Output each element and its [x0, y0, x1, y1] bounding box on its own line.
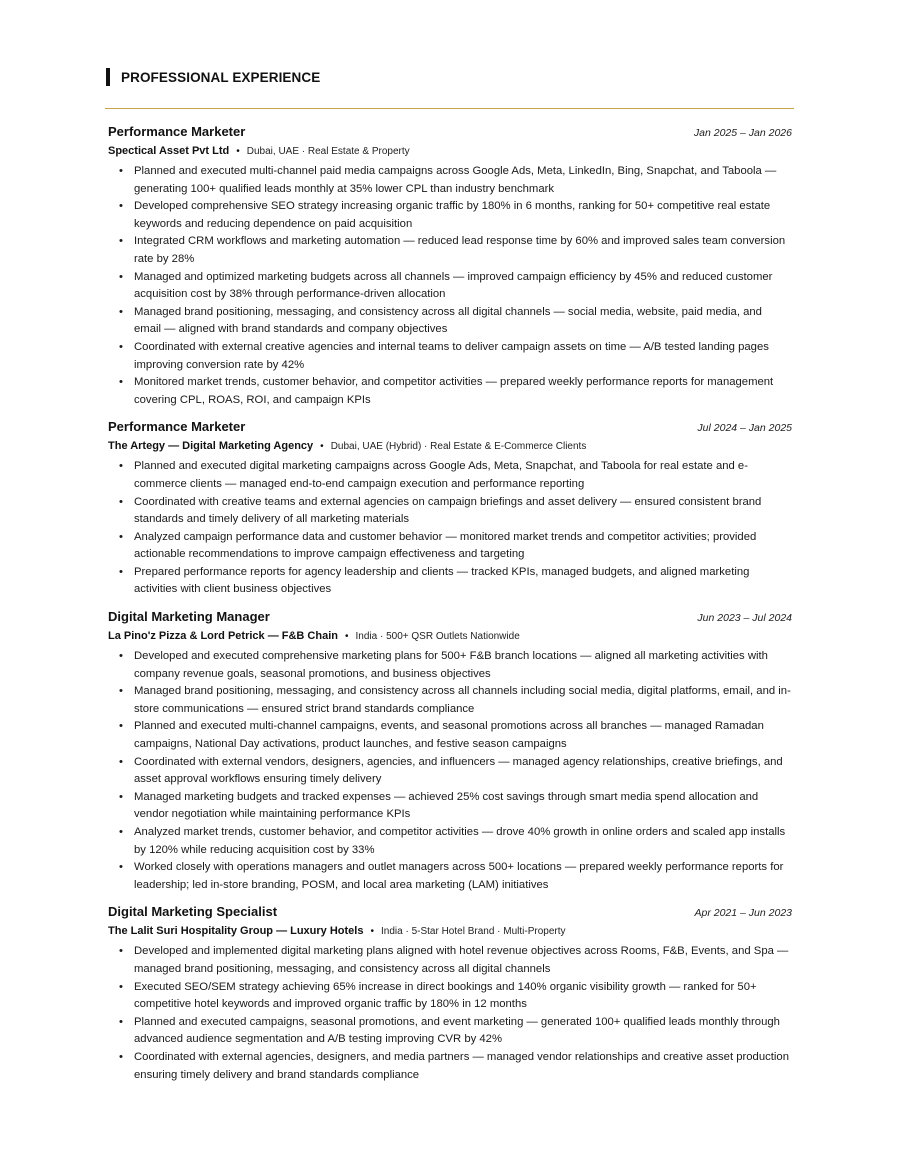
job-dates: Jun 2023 – Jul 2024	[697, 612, 792, 625]
job-bullet	[108, 943, 792, 978]
bullet-icon: •	[119, 755, 123, 768]
bullet-text: Planned and executed multi-channel paid media campaigns across Google Ads, Meta, LinkedIn, Bing, Snapchat, and Taboola — generating 100+ qualified leads monthly at 35% lower CPL than industry benchmark	[134, 165, 777, 195]
bullet-icon: •	[119, 1015, 123, 1028]
job-bullet-list	[108, 458, 792, 599]
bullet-text: Developed and executed comprehensive marketing plans for 500+ F&B branch locations — aligned all marketing activities with company revenue goals, seasonal promotions, and business objectives	[134, 650, 768, 680]
job-location-meta: Dubai, UAE · Real Estate & Property	[246, 146, 410, 157]
job-company-line	[108, 627, 792, 645]
bullet-icon: •	[119, 790, 123, 803]
bullet-icon: •	[119, 270, 123, 283]
experience-entry	[108, 124, 792, 409]
job-bullet	[108, 374, 792, 409]
job-bullet	[108, 233, 792, 268]
bullet-icon: •	[119, 565, 123, 578]
job-dates: Apr 2021 – Jun 2023	[694, 907, 792, 920]
company-name: Spectical Asset Pvt Ltd	[108, 145, 230, 157]
bullet-icon: •	[119, 340, 123, 353]
job-title: Digital Marketing Specialist	[108, 904, 278, 920]
separator-dot: •	[236, 146, 240, 157]
job-bullet	[108, 824, 792, 859]
section-header	[106, 68, 320, 86]
job-bullet	[108, 1049, 792, 1084]
job-company-line	[108, 922, 792, 940]
job-bullet	[108, 269, 792, 304]
job-bullet	[108, 979, 792, 1014]
bullet-text: Coordinated with external creative agencies and internal teams to deliver campaign assets on time — A/B tested landing pages improving conversion rate by 42%	[134, 340, 769, 371]
company-name: The Artegy — Digital Marketing Agency	[108, 440, 314, 453]
section-divider	[105, 108, 794, 109]
job-bullet-list	[108, 648, 792, 894]
job-title: Performance Marketer	[108, 419, 246, 435]
job-dates: Jul 2024 – Jan 2025	[697, 422, 792, 435]
bullet-text: Planned and executed multi-channel campaigns, events, and seasonal promotions across all branches — managed Ramadan campaigns, National Day activations, product launches, and festive season campaigns	[134, 720, 764, 751]
bullet-text: Developed comprehensive SEO strategy increasing organic traffic by 180% in 6 months, ranking for 50+ competitive real estate keywords and reducing dependence on paid acquisition	[134, 200, 771, 230]
bullet-icon: •	[119, 685, 123, 698]
section-title: PROFESSIONAL EXPERIENCE	[121, 69, 321, 85]
job-title: Digital Marketing Manager	[108, 609, 270, 625]
bullet-icon: •	[119, 200, 123, 213]
bullet-text: Developed and implemented digital marketing plans aligned with hotel revenue objectives across Rooms, F&B, Events, and Spa — managed brand positioning, messaging, and consistency across all digital channels	[134, 945, 789, 975]
job-company-line	[108, 437, 792, 455]
job-header	[108, 904, 792, 922]
job-company-line	[108, 142, 792, 160]
bullet-text: Managed brand positioning, messaging, and consistency across all digital channels — social media, website, paid media, and email — aligned with brand standards and company objectives	[134, 305, 762, 336]
separator-dot: •	[370, 926, 374, 938]
job-bullet	[108, 458, 792, 493]
bullet-text: Executed SEO/SEM strategy achieving 65% increase in direct bookings and 140% organic visibility growth — ranked for 50+ competitive hotel keywords and improved organic traffic by 180% in 12 months	[134, 980, 757, 1011]
bullet-text: Analyzed campaign performance data and customer behavior — monitored market trends and competitor activities; provided actionable recommendations to improve campaign effectiveness and targeting	[134, 530, 757, 561]
bullet-icon: •	[119, 530, 123, 543]
bullet-icon: •	[119, 376, 123, 389]
job-bullet	[108, 529, 792, 564]
job-bullet	[108, 683, 792, 718]
bullet-text: Managed marketing budgets and tracked expenses — achieved 25% cost savings through smart media spend allocation and vendor negotiation while maintaining performance KPIs	[134, 790, 759, 821]
separator-dot: •	[344, 631, 349, 643]
company-name: La Pino'z Pizza & Lord Petrick — F&B Chain	[108, 630, 338, 643]
company-name: The Lalit Suri Hospitality Group — Luxury Hotels	[108, 925, 364, 938]
bullet-icon: •	[119, 235, 123, 248]
bullet-icon: •	[119, 980, 123, 993]
bullet-text: Planned and executed digital marketing campaigns across Google Ads, Meta, Snapchat, and Taboola for real estate and e-commerce clients — managed end-to-end campaign execution and performance reporting	[134, 460, 748, 490]
job-bullet	[108, 304, 792, 339]
job-header	[108, 419, 792, 437]
bullet-text: Managed brand positioning, messaging, and consistency across all channels including social media, digital platforms, email, and in-store communications — ensured strict brand standards compliance	[134, 685, 791, 715]
section-accent-bar	[106, 68, 110, 86]
job-title: Performance Marketer	[108, 124, 246, 139]
bullet-icon: •	[119, 861, 123, 874]
bullet-icon: •	[119, 165, 123, 177]
bullet-text: Integrated CRM workflows and marketing automation — reduced lead response time by 60% and improved sales team conversion rate by 28%	[134, 235, 786, 265]
bullet-text: Managed and optimized marketing budgets across all channels — improved campaign efficiency by 45% and reduced customer acquisition cost by 38% through performance-driven allocation	[134, 270, 773, 301]
experience-entry	[108, 609, 792, 894]
experience-entry	[108, 419, 792, 599]
job-location-meta: India · 500+ QSR Outlets Nationwide	[355, 631, 520, 643]
bullet-icon: •	[119, 305, 123, 318]
separator-dot: •	[320, 441, 324, 453]
job-header	[108, 124, 792, 142]
job-header	[108, 609, 792, 627]
bullet-text: Planned and executed campaigns, seasonal promotions, and event marketing — generated 100+ qualified leads monthly through advanced audience segmentation and A/B testing improving CVR by 42%	[134, 1015, 780, 1046]
bullet-icon: •	[119, 826, 123, 838]
job-bullet-list	[108, 943, 792, 1084]
job-location-meta: India · 5-Star Hotel Brand · Multi-Property	[381, 926, 566, 938]
job-bullet	[108, 564, 792, 599]
bullet-icon: •	[119, 720, 123, 733]
job-bullet	[108, 859, 792, 894]
bullet-text: Prepared performance reports for agency leadership and clients — tracked KPIs, managed budgets, and aligned marketing activities with client business objectives	[134, 565, 750, 596]
job-bullet	[108, 339, 792, 374]
job-bullet-list	[108, 163, 792, 409]
job-bullet	[108, 754, 792, 789]
job-bullet	[108, 494, 792, 529]
experience-entry	[108, 904, 792, 1084]
bullet-icon: •	[119, 495, 123, 508]
bullet-icon: •	[119, 650, 123, 663]
job-bullet	[108, 718, 792, 753]
experience-list	[108, 124, 792, 1094]
bullet-text: Coordinated with creative teams and external agencies on campaign briefings and asset delivery — ensured consistent brand standards and timely delivery of all marketing materials	[134, 495, 762, 526]
bullet-icon: •	[119, 1050, 123, 1063]
bullet-text: Analyzed market trends, customer behavior, and competitor activities — drove 40% growth in online orders and scaled app installs by 120% while reducing acquisition cost by 33%	[134, 826, 786, 856]
job-bullet	[108, 198, 792, 233]
bullet-text: Coordinated with external agencies, designers, and media partners — managed vendor relationships and creative asset production ensuring timely delivery and brand standards compliance	[134, 1050, 789, 1081]
bullet-text: Worked closely with operations managers and outlet managers across 500+ locations — prepared weekly performance reports for leadership; led in-store branding, POSM, and local area marketing (LAM) initiatives	[134, 861, 784, 891]
job-bullet	[108, 789, 792, 824]
job-bullet	[108, 648, 792, 683]
bullet-icon: •	[119, 460, 123, 473]
bullet-icon: •	[119, 945, 123, 958]
bullet-text: Monitored market trends, customer behavior, and competitor activities — prepared weekly performance reports for management covering CPL, ROAS, ROI, and campaign KPIs	[134, 376, 774, 406]
job-dates: Jan 2025 – Jan 2026	[693, 127, 792, 139]
job-location-meta: Dubai, UAE (Hybrid) · Real Estate & E-Commerce Clients	[330, 441, 587, 453]
job-bullet	[108, 1014, 792, 1049]
bullet-text: Coordinated with external vendors, designers, agencies, and influencers — managed agency relationships, creative briefings, and asset approval workflows ensuring timely delivery	[134, 755, 783, 786]
job-bullet	[108, 163, 792, 198]
